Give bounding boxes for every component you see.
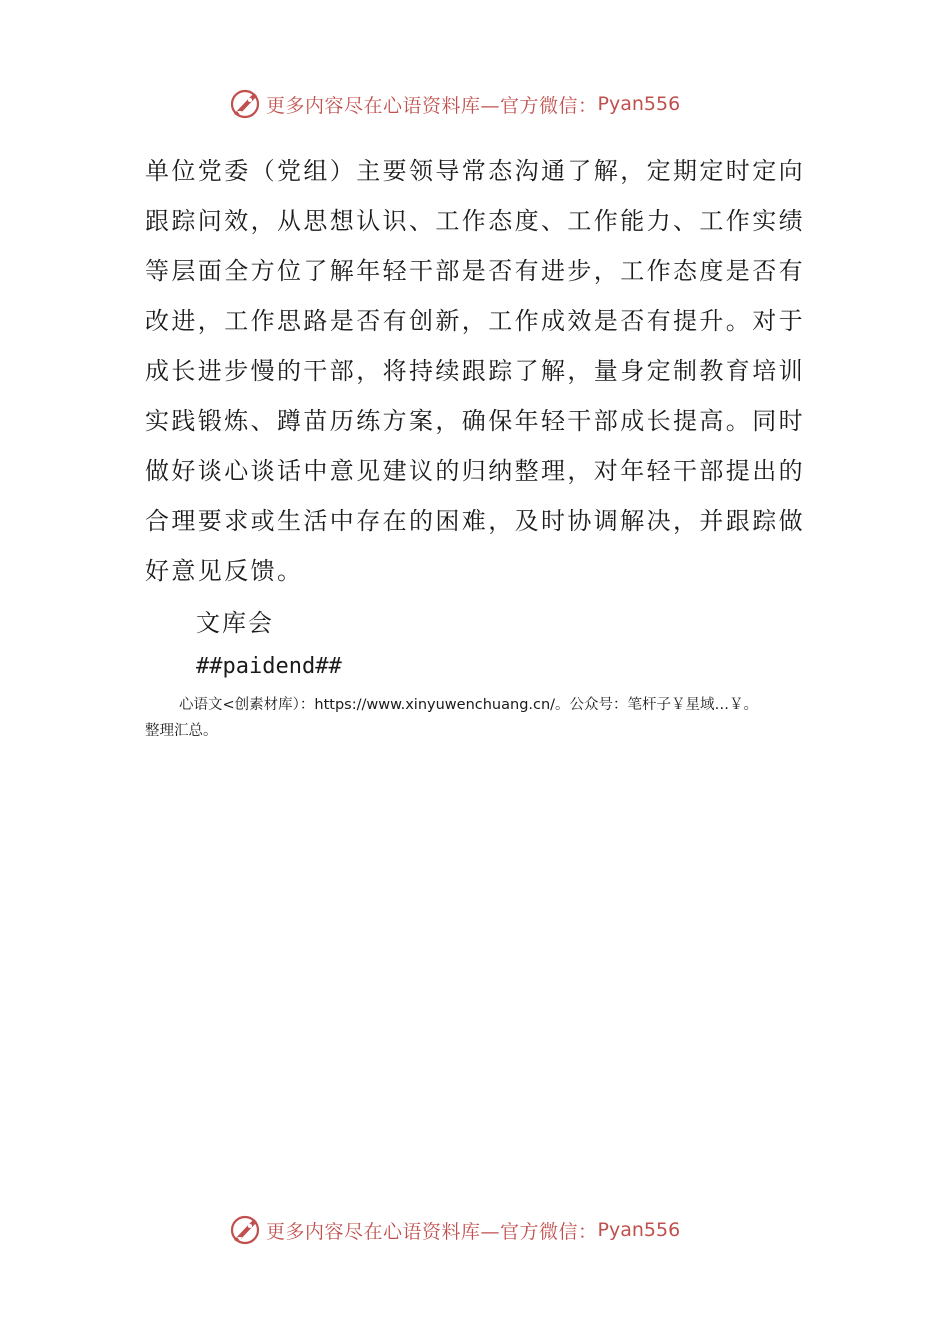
- body-line: 成长进步慢的干部，将持续跟踪了解，量身定制教育培训: [145, 357, 805, 385]
- wenku-line: 文库会: [196, 609, 274, 637]
- body-line: 跟踪问效，从思想认识、工作态度、工作能力、工作实绩: [145, 207, 805, 235]
- footer-banner-text: 更多内容尽在心语资料库—官方微信：: [266, 1220, 598, 1243]
- footer-banner-wechat-id: Pyan556: [597, 1219, 681, 1241]
- body-line: 单位党委（党组）主要领导常态沟通了解，定期定时定向: [145, 157, 805, 185]
- source-note-line: 整理汇总。: [145, 723, 218, 739]
- header-banner: [228, 87, 748, 121]
- quill-pen-logo-icon: [228, 87, 262, 121]
- header-banner-text: 更多内容尽在心语资料库—官方微信：: [266, 94, 598, 117]
- body-line: 改进，工作思路是否有创新，工作成效是否有提升。对于: [145, 307, 805, 335]
- source-note-line: 心语文<创素材库）：https://www.xinyuwenchuang.cn/。公众号：笔杆子￥星域…￥。: [179, 697, 759, 713]
- paidend-marker: ##paidend##: [196, 654, 342, 679]
- body-line: 实践锻炼、蹲苗历练方案，确保年轻干部成长提高。同时: [145, 407, 805, 435]
- body-line: 好意见反馈。: [145, 557, 304, 585]
- source-note: [145, 692, 815, 744]
- body-line: 等层面全方位了解年轻干部是否有进步，工作态度是否有: [145, 257, 805, 285]
- body-line: 做好谈心谈话中意见建议的归纳整理，对年轻干部提出的: [145, 457, 805, 485]
- header-banner-wechat-id: Pyan556: [597, 93, 681, 115]
- body-paragraph: [145, 146, 807, 596]
- quill-pen-logo-icon: [228, 1213, 262, 1247]
- body-line: 合理要求或生活中存在的困难，及时协调解决，并跟踪做: [145, 507, 805, 535]
- footer-banner: [228, 1213, 748, 1247]
